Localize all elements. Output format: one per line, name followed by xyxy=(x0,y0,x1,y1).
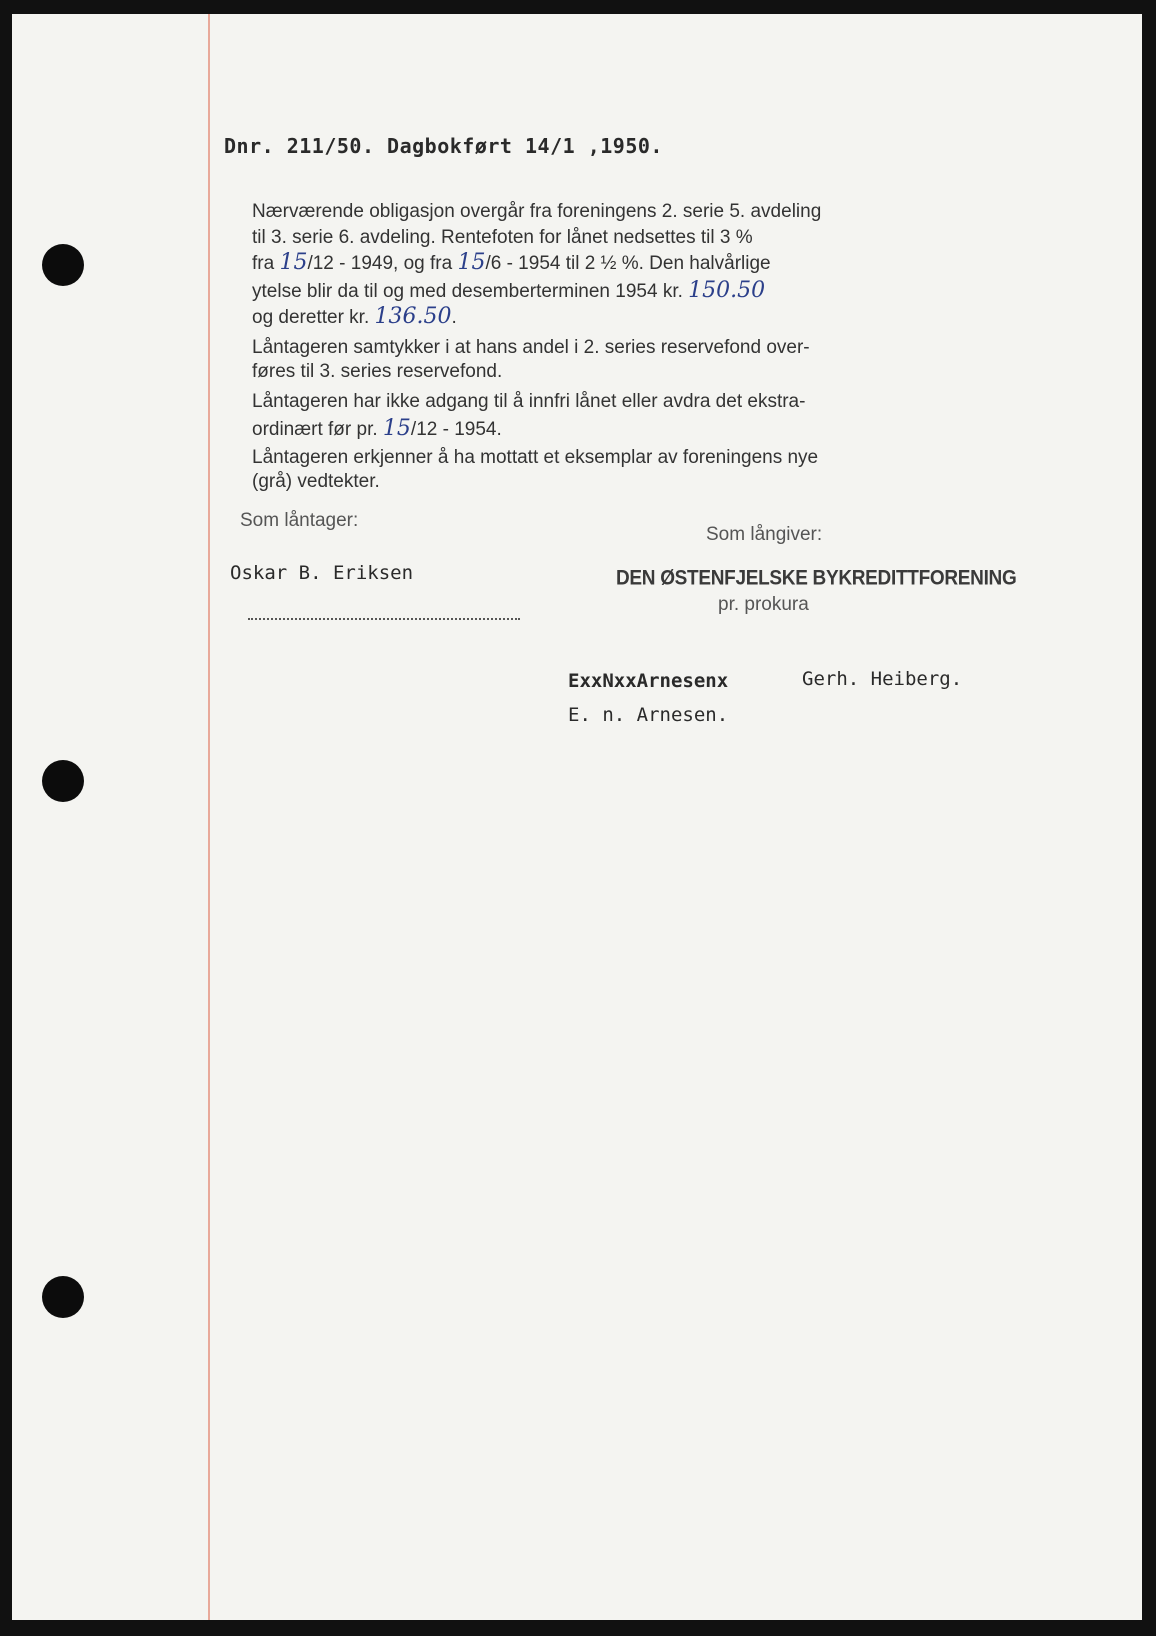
handwritten-day-1: 15 xyxy=(279,250,308,275)
punch-hole-middle xyxy=(42,760,84,802)
borrower-label: Som låntager: xyxy=(240,510,359,531)
handwritten-day-2: 15 xyxy=(457,250,486,275)
paragraph-line-3 xyxy=(252,252,1032,274)
paragraph-line-4-start: ytelse blir da til og med desemberterminen 1954 kr. xyxy=(252,281,689,302)
consent-line-6: (grå) vedtekter. xyxy=(252,471,380,492)
punch-hole-top xyxy=(42,244,84,286)
document-page xyxy=(12,14,1142,1620)
lender-label: Som långiver: xyxy=(706,524,823,545)
handwritten-amount-1: 150.50 xyxy=(688,278,766,303)
borrower-name: Oskar B. Eriksen xyxy=(230,562,414,584)
consent-line-1: Låntageren samtykker i at hans andel i 2. series reservefond over- xyxy=(252,337,810,358)
borrower-signature-line xyxy=(248,618,520,620)
consent-line-3: Låntageren har ikke adgang til å innfri lånet eller avdra det ekstra- xyxy=(252,391,806,412)
paragraph-line-3-start: fra xyxy=(252,253,280,274)
date-2-rest: /6 - 1954 til 2 ½ %. Den halvårlige xyxy=(485,253,771,274)
paragraph-line-2: til 3. serie 6. avdeling. Rentefoten for lånet nedsettes til 3 % xyxy=(252,227,753,248)
journal-header: Dnr. 211/50. Dagbokført 14/1 ,1950. xyxy=(224,134,663,158)
signer-arnesen: E. n. Arnesen. xyxy=(568,704,729,726)
consent-line-4-start: ordinært før pr. xyxy=(252,419,383,440)
paragraph-line-1: Nærværende obligasjon overgår fra foreningens 2. serie 5. avdeling xyxy=(252,201,822,222)
handwritten-amount-2: 136.50 xyxy=(374,304,452,329)
consent-line-4 xyxy=(252,418,1032,440)
date-3-rest: /12 - 1954. xyxy=(410,419,502,440)
lender-organization-stamp: DEN ØSTENFJELSKE BYKREDITTFORENING xyxy=(616,566,1017,590)
date-1-rest: /12 - 1949, og fra xyxy=(307,253,458,274)
margin-rule xyxy=(208,14,210,1620)
struck-signer: ExxNxxArnesenx xyxy=(568,670,729,692)
paragraph-line-5-start: og deretter kr. xyxy=(252,307,375,328)
lender-prokura: pr. prokura xyxy=(718,594,809,615)
punch-hole-bottom xyxy=(42,1276,84,1318)
paragraph-line-5: og deretter kr. 136.50. xyxy=(252,304,457,329)
consent-line-2: føres til 3. series reservefond. xyxy=(252,361,503,382)
signer-heiberg: Gerh. Heiberg. xyxy=(802,668,963,690)
paragraph-line-4 xyxy=(252,280,1032,302)
handwritten-day-3: 15 xyxy=(382,416,411,441)
consent-line-5: Låntageren erkjenner å ha mottatt et eksemplar av foreningens nye xyxy=(252,447,819,468)
